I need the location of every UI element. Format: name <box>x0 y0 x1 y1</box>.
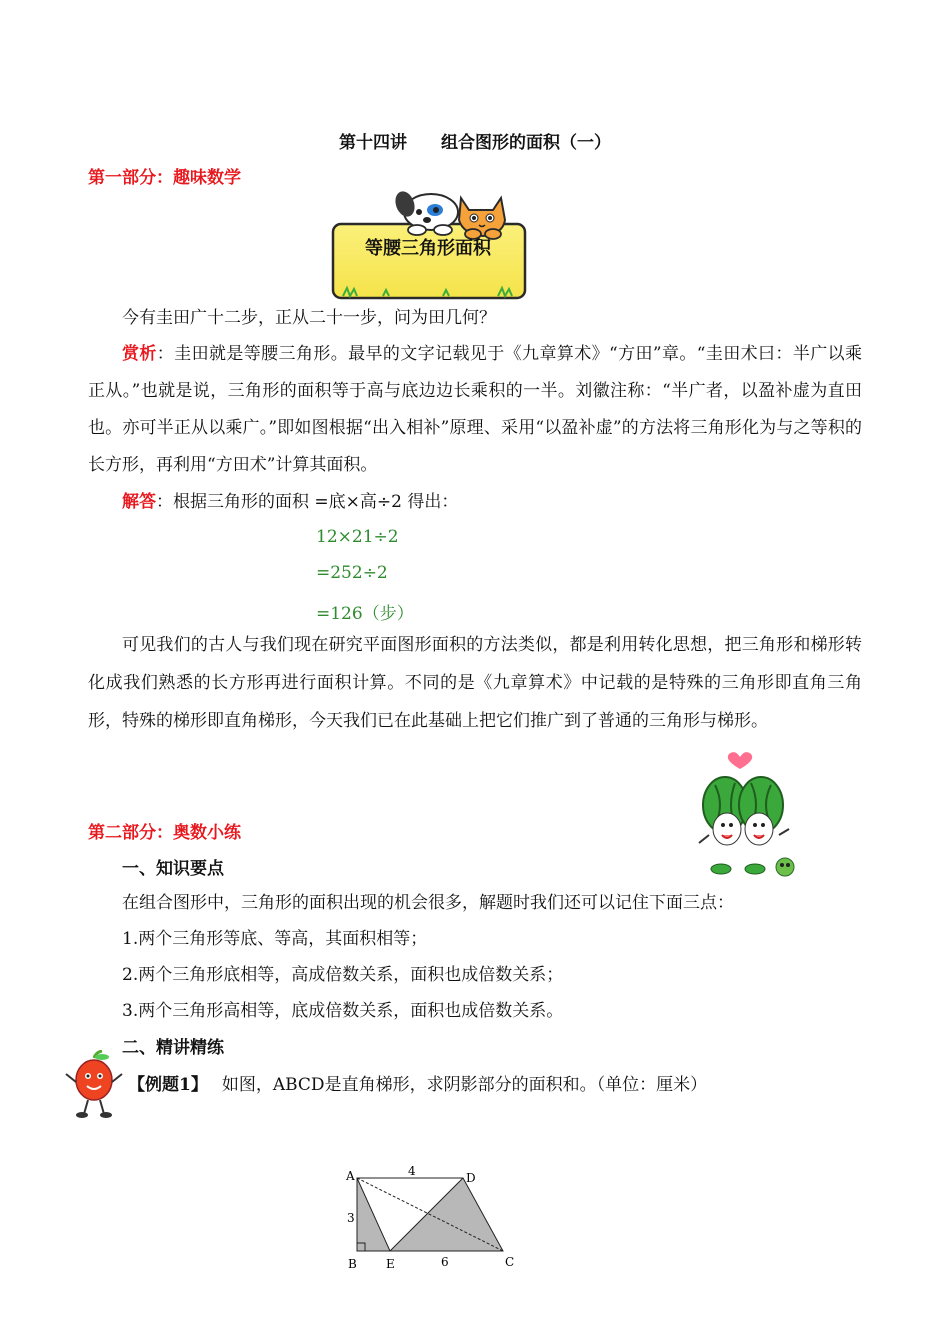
part1-heading: 第一部分：趣味数学 <box>88 168 241 188</box>
answer-paragraph <box>88 484 862 521</box>
knowledge-heading: 一、知识要点 <box>122 859 224 879</box>
page-title <box>0 128 950 153</box>
watermelon-illustration <box>695 745 800 885</box>
lecture-number: 第十四讲 <box>339 133 407 153</box>
knowledge-point-3: 3.两个三角形高相等，底成倍数关系，面积也成倍数关系。 <box>122 1001 564 1021</box>
example-text: 如图，ABCD是直角梯形，求阴影部分的面积和。（单位：厘米） <box>221 1075 708 1095</box>
shaded-triangle-right <box>390 1178 503 1251</box>
knowledge-intro: 在组合图形中，三角形的面积出现的机会很多，解题时我们还可以记住下面三点： <box>122 893 734 913</box>
dim-top: 4 <box>408 1164 416 1178</box>
label-b: B <box>348 1257 357 1271</box>
label-e: E <box>386 1257 395 1271</box>
example-1 <box>128 1070 707 1095</box>
label-a: A <box>346 1169 355 1183</box>
label-d: D <box>466 1171 476 1185</box>
analysis-label: 赏析 <box>122 344 157 364</box>
calc-step-1: 12×21÷2 <box>316 527 399 547</box>
calc-step-3: =126（步） <box>316 604 414 624</box>
practice-heading: 二、精讲精练 <box>122 1038 224 1058</box>
trapezoid-figure <box>335 1160 525 1280</box>
analysis-paragraph <box>88 336 862 484</box>
dim-left: 3 <box>347 1211 355 1225</box>
lecture-topic: 组合图形的面积（一） <box>441 133 611 153</box>
example-label: 【例题1】 <box>128 1075 208 1095</box>
calc-step-2: =252÷2 <box>316 563 388 583</box>
label-c: C <box>505 1255 515 1269</box>
part2-heading: 第二部分：奥数小练 <box>88 823 241 843</box>
answer-text: ：根据三角形的面积 =底×高÷2 得出： <box>156 492 459 512</box>
knowledge-point-2: 2.两个三角形底相等，高成倍数关系，面积也成倍数关系； <box>122 965 564 985</box>
knowledge-point-1: 1.两个三角形等底、等高，其面积相等； <box>122 929 428 949</box>
banner-title: 等腰三角形面积 <box>365 238 491 259</box>
analysis-text: ：圭田就是等腰三角形。最早的文字记载见于《九章算术》“方田”章。“圭田术曰：半广以乘正从。”也就是说，三角形的面积等于高与底边边长乘积的一半。刘徽注称：“半广者，以盈补虚为直田也。亦可半正从以乘广。”即如图根据“出入相补”原理、采用“以盈补虚”的方法将三角形化为与之等积的长方形，再利用“方田术”计算其面积。 <box>88 344 863 475</box>
apple-illustration <box>62 1050 126 1120</box>
answer-label: 解答 <box>122 492 156 512</box>
conclusion-paragraph: 可见我们的古人与我们现在研究平面图形面积的方法类似，都是利用转化思想，把三角形和梯形转化成我们熟悉的长方形再进行面积计算。不同的是《九章算术》中记载的是特殊的三角形即直角三角形，特殊的梯形即直角梯形，今天我们已在此基础上把它们推广到了普通的三角形与梯形。 <box>88 635 862 731</box>
cat-icon <box>459 198 505 239</box>
problem-text: 今有圭田广十二步，正从二十一步，问为田几何？ <box>122 308 496 328</box>
dim-bottom: 6 <box>441 1255 449 1269</box>
heart-icon <box>728 752 752 769</box>
